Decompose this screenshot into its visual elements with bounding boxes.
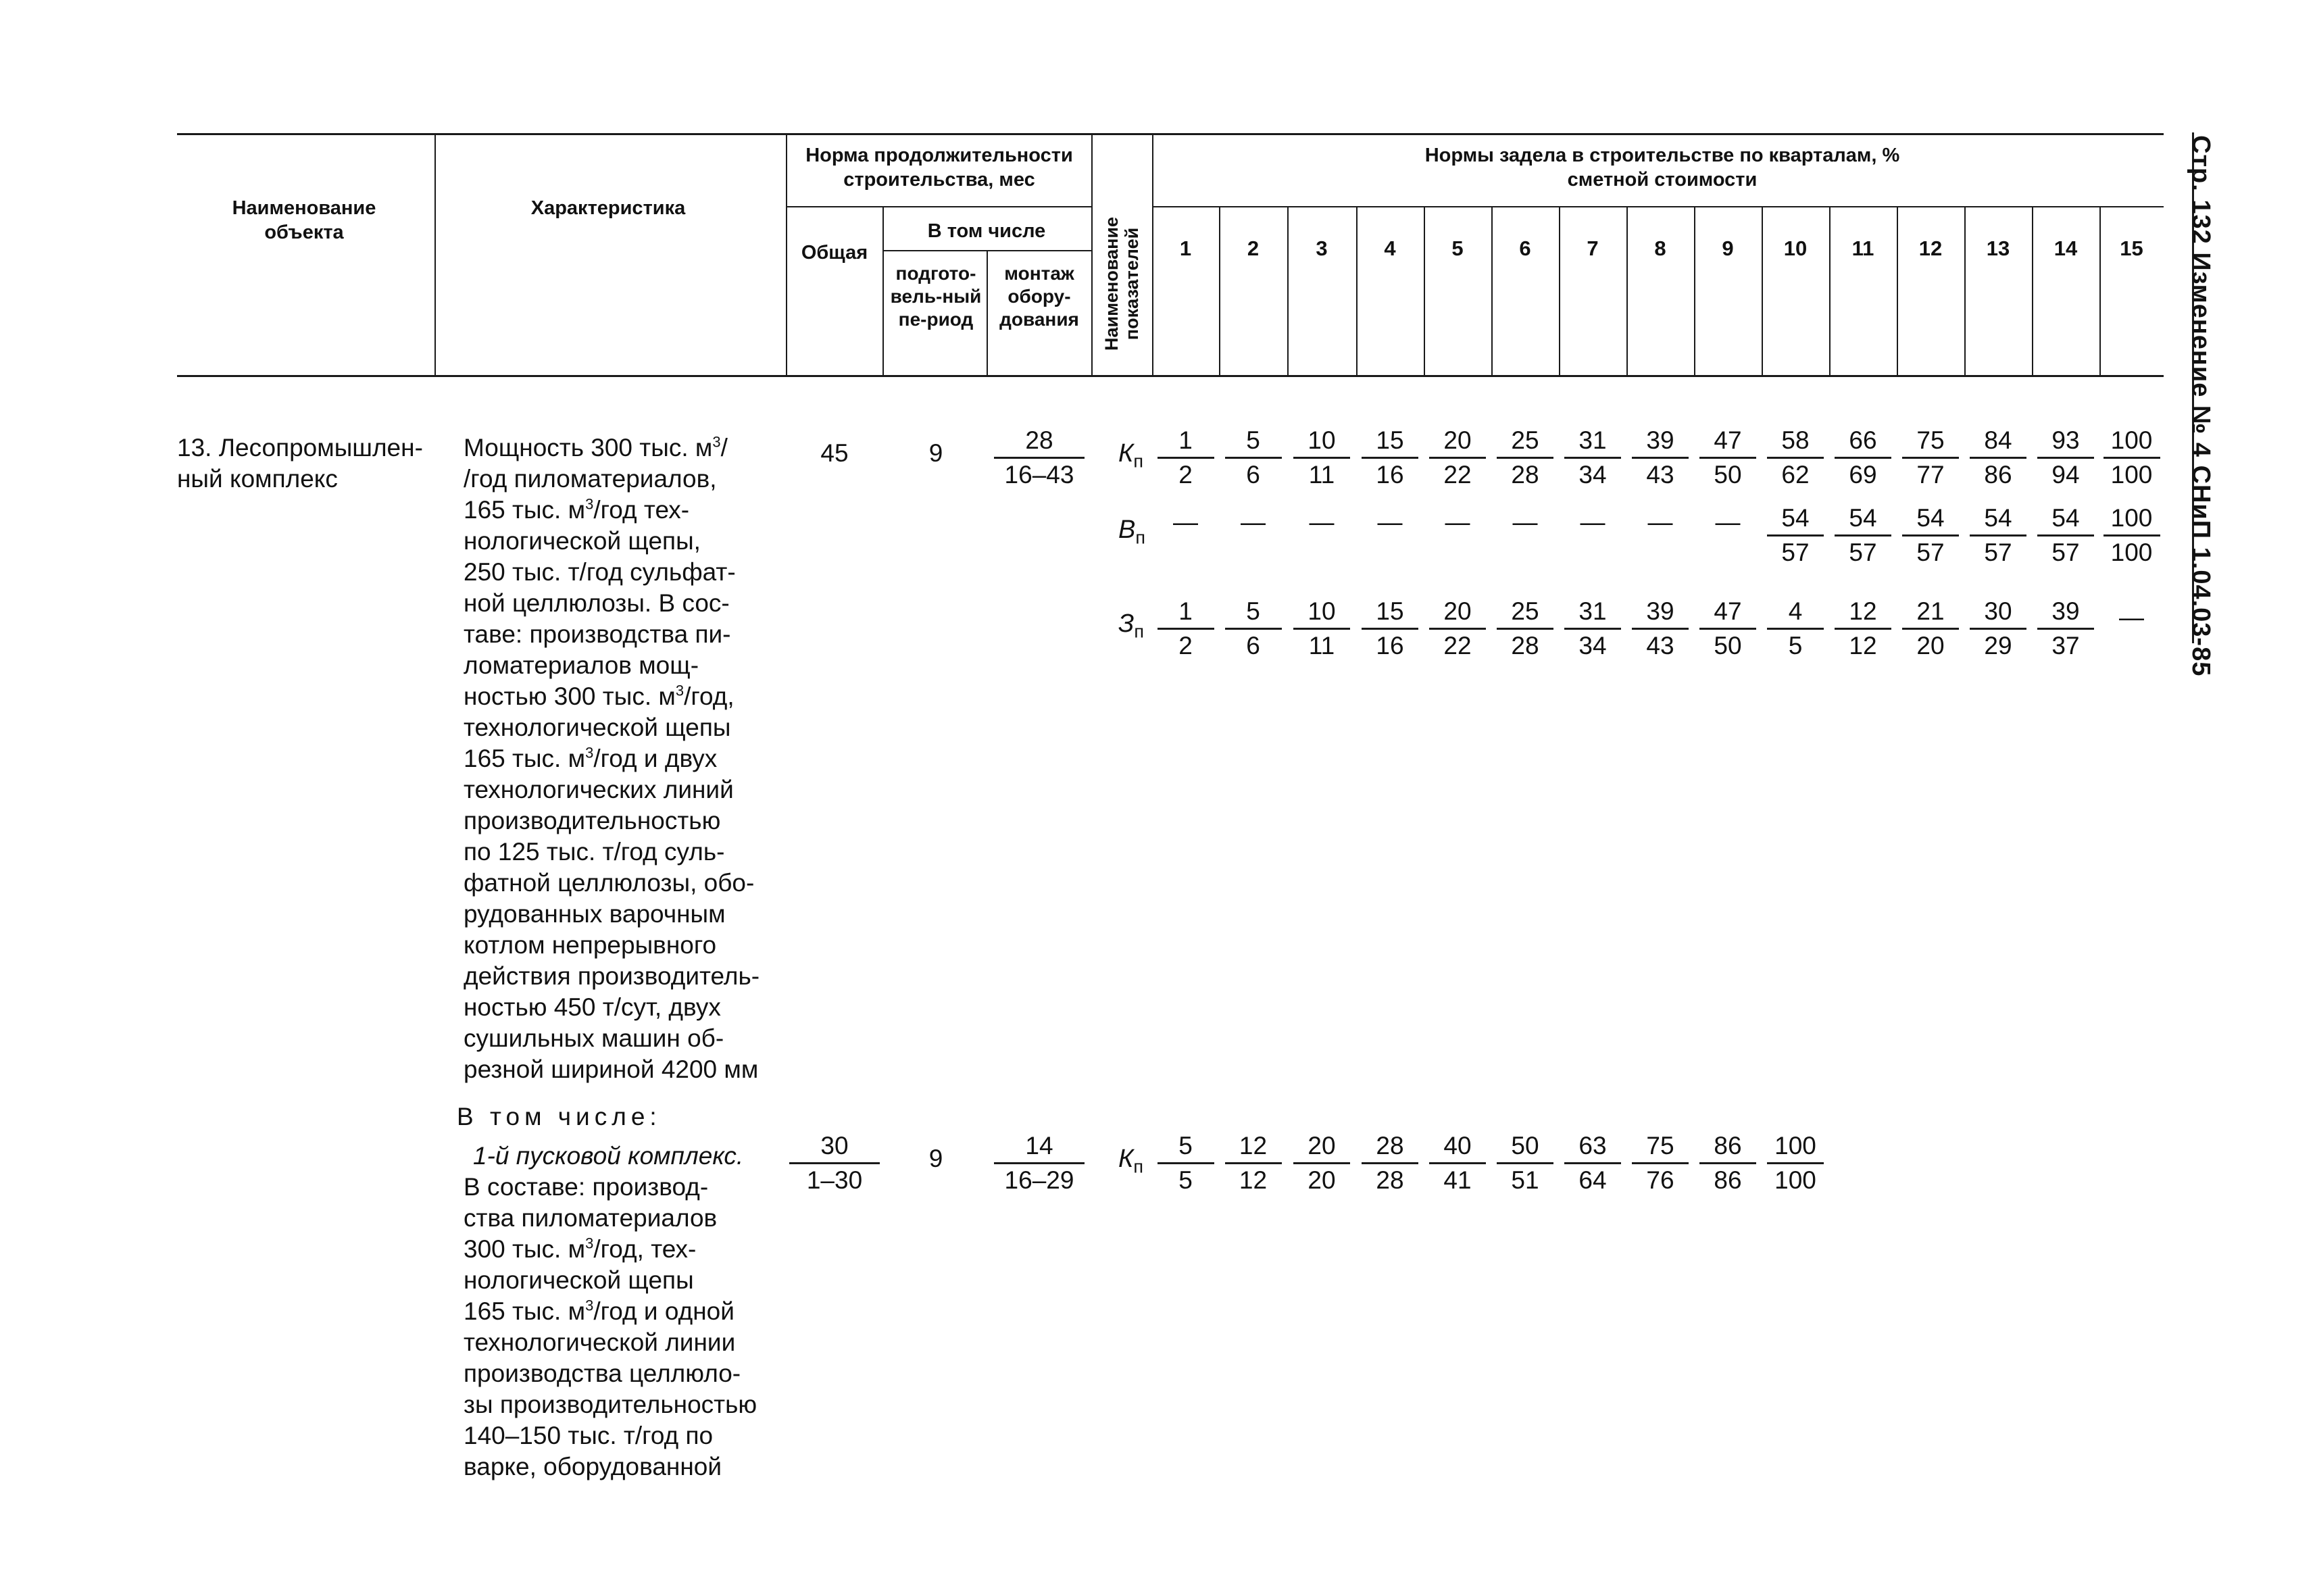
k-value: $\frac{84}{86}$	[1964, 426, 2032, 490]
sub-k-value: $\frac{75}{76}$	[1626, 1131, 1694, 1195]
header-bottom-rule	[177, 375, 2164, 377]
k-value: $\frac{20}{22}$	[1424, 426, 1491, 490]
incl-sub-rule	[882, 250, 1093, 251]
quarter-divider	[1424, 206, 1425, 375]
quarter-number: 10	[1783, 236, 1808, 260]
z-value: $\frac{21}{20}$	[1897, 597, 1964, 661]
z-value: $\frac{39}{37}$	[2032, 597, 2099, 661]
z-value: $\frac{1}{2}$	[1152, 597, 1220, 661]
v-value: $\frac{100}{100}$	[2098, 503, 2166, 568]
sub-k-value: $\frac{28}{28}$	[1356, 1131, 1424, 1195]
v-dash: —	[1445, 508, 1470, 536]
sub-k-value: $\frac{100}{100}$	[1762, 1131, 1829, 1195]
k-value: $\frac{75}{77}$	[1897, 426, 1964, 490]
k-value: $\frac{1}{2}$	[1152, 426, 1220, 490]
z-dash: —	[2119, 603, 2144, 631]
z-value: $\frac{20}{22}$	[1424, 597, 1491, 661]
k-value: $\frac{66}{69}$	[1829, 426, 1897, 490]
col-divider-char	[434, 134, 436, 375]
z-value: $\frac{47}{50}$	[1694, 597, 1762, 661]
start-complex-characteristic: В составе: производ- ства пиломатериалов 300 тыс. $м^3$/год, тех- нологической щепы 165 тыс. $м^3$/год и одной технологической линии производства целлюло- зы производительностью 140–150 тыс. т/год по варке, оборудованной	[464, 1173, 757, 1480]
z-value: $\frac{30}{29}$	[1964, 597, 2032, 661]
col-divider-indicators	[1091, 134, 1093, 375]
k-value: $\frac{58}{62}$	[1762, 426, 1829, 490]
quarter-number: 15	[2120, 236, 2143, 260]
in-including-label: В том числе:	[457, 1103, 662, 1130]
quarter-number: 2	[1247, 236, 1260, 260]
z-value: $\frac{10}{11}$	[1288, 597, 1355, 661]
v-dash: —	[1309, 508, 1335, 536]
quarter-divider	[1626, 206, 1628, 375]
k-value: $\frac{39}{43}$	[1626, 426, 1694, 490]
v-value: $\frac{54}{57}$	[1897, 503, 1964, 568]
quarter-number: 13	[1986, 236, 2010, 260]
quarter-divider	[1491, 206, 1493, 375]
quarter-number: 9	[1722, 236, 1734, 260]
header-total: Общая	[801, 242, 868, 264]
quarter-number: 5	[1451, 236, 1464, 260]
quarter-number: 12	[1918, 236, 1943, 260]
zadel-sub-rule	[1152, 206, 2164, 207]
quarter-divider	[1762, 206, 1763, 375]
k-value: $\frac{93}{94}$	[2032, 426, 2099, 490]
quarter-number: 11	[1851, 236, 1874, 260]
quarter-number: 4	[1384, 236, 1396, 260]
v-dash: —	[1580, 508, 1605, 536]
k-value: $\frac{31}{34}$	[1559, 426, 1626, 490]
header-characteristic: Характеристика	[530, 197, 686, 219]
quarter-divider	[1356, 206, 1358, 375]
sub-prep-period: 9	[928, 1145, 943, 1172]
v-dash: —	[1377, 508, 1403, 536]
v-value: $\frac{54}{57}$	[2032, 503, 2099, 568]
quarter-number: 14	[2053, 236, 2078, 260]
v-value: $\frac{54}{57}$	[1964, 503, 2032, 568]
col-divider-total	[882, 206, 884, 375]
z-value: $\frac{12}{12}$	[1829, 597, 1897, 661]
z-value: $\frac{39}{43}$	[1626, 597, 1694, 661]
header-zadel-norms: Нормы задела в строительстве по кварталам, % сметной стоимости	[1424, 145, 1900, 191]
quarter-divider	[1829, 206, 1831, 375]
quarter-divider	[1897, 206, 1898, 375]
quarter-divider	[1287, 206, 1289, 375]
object-name: 13. Лесопромышлен-ный комплекс	[177, 434, 423, 493]
sub-k-value: $\frac{63}{64}$	[1559, 1131, 1626, 1195]
quarter-divider	[2099, 206, 2101, 375]
indicator-k: $К_п$	[1118, 439, 1144, 472]
header-indicators: Наименование показателей	[1101, 216, 1142, 351]
row13-mount-fraction: $\frac{28}{16-43}$	[989, 426, 1090, 490]
characteristic-text: Мощность 300 тыс. $м^3/$ /год пиломатериалов, 165 тыс. $м^3$/год тех- нологической щепы, 250 тыс. т/год сульфат- ной целлюлозы. В сос- таве: производства пи- ломатериалов мощ- ностью 300 тыс. $м^3$/год, технологической щепы 165 тыс. $м^3$/год и двух технологических линий производительностью по 125 тыс. т/год суль- фатной целлюлозы, обо- рудованных варочным котлом непрерывного действия производитель- ностью 450 т/сут, двух сушильных машин об- резной шириной 4200 мм	[464, 433, 760, 1083]
v-value: $\frac{54}{57}$	[1762, 503, 1829, 568]
quarter-number: 8	[1654, 236, 1666, 260]
header-norm-duration: Норма продолжительности строительства, мес	[805, 145, 1073, 191]
start-complex-title: 1-й пусковой комплекс.	[473, 1142, 744, 1170]
sub-indicator-k: $К_п$	[1118, 1145, 1144, 1177]
quarter-divider	[2032, 206, 2033, 375]
v-dash: —	[1512, 508, 1538, 536]
quarter-divider	[1559, 206, 1560, 375]
table-top-rule	[177, 133, 2164, 135]
quarter-number: 6	[1519, 236, 1531, 260]
quarter-divider	[1219, 206, 1220, 375]
sub-k-value: $\frac{5}{5}$	[1152, 1131, 1220, 1195]
header-prep-period: подгото-вель-ный пе-риод	[890, 263, 982, 330]
k-value: $\frac{100}{100}$	[2098, 426, 2166, 490]
k-value: $\frac{15}{16}$	[1356, 426, 1424, 490]
sub-k-value: $\frac{12}{12}$	[1220, 1131, 1287, 1195]
norm-sub-rule	[786, 206, 1093, 207]
quarter-number: 7	[1587, 236, 1599, 260]
sub-total-fraction: $\frac{30}{1-30}$	[784, 1131, 885, 1195]
z-value: $\frac{5}{6}$	[1220, 597, 1287, 661]
row13-prep-period: 9	[928, 439, 943, 467]
z-value: $\frac{4}{5}$	[1762, 597, 1829, 661]
v-dash: —	[1241, 508, 1266, 536]
sub-k-value: $\frac{40}{41}$	[1424, 1131, 1491, 1195]
quarter-number: 3	[1316, 236, 1328, 260]
header-equipment-mount: монтаж обору-дования	[999, 263, 1079, 330]
v-dash: —	[1173, 508, 1198, 536]
header-in-including: В том числе	[927, 220, 1046, 242]
sub-k-value: $\frac{86}{86}$	[1694, 1131, 1762, 1195]
sub-k-value: $\frac{20}{20}$	[1288, 1131, 1355, 1195]
quarter-divider	[1694, 206, 1695, 375]
quarter-number: 1	[1179, 236, 1192, 260]
z-value: $\frac{31}{34}$	[1559, 597, 1626, 661]
header-object-name: Наименование объекта	[232, 197, 376, 243]
k-value: $\frac{5}{6}$	[1220, 426, 1287, 490]
quarter-divider	[1964, 206, 1966, 375]
v-dash: —	[1715, 508, 1741, 536]
k-value: $\frac{25}{28}$	[1491, 426, 1559, 490]
indicator-z: $З_п$	[1118, 609, 1144, 642]
sub-k-value: $\frac{50}{51}$	[1491, 1131, 1559, 1195]
k-value: $\frac{10}{11}$	[1288, 426, 1355, 490]
z-value: $\frac{25}{28}$	[1491, 597, 1559, 661]
col-divider-zadel	[1152, 134, 1153, 375]
v-value: $\frac{54}{57}$	[1829, 503, 1897, 568]
k-value: $\frac{47}{50}$	[1694, 426, 1762, 490]
z-value: $\frac{15}{16}$	[1356, 597, 1424, 661]
row13-total-duration: 45	[820, 439, 849, 467]
side-page-title: Стр. 132 Изменение № 4 СНиП 1.04.03-85	[2187, 135, 2215, 677]
v-dash: —	[1647, 508, 1673, 536]
sub-mount-fraction: $\frac{14}{16-29}$	[989, 1131, 1090, 1195]
indicator-v: $В_п$	[1118, 516, 1145, 548]
